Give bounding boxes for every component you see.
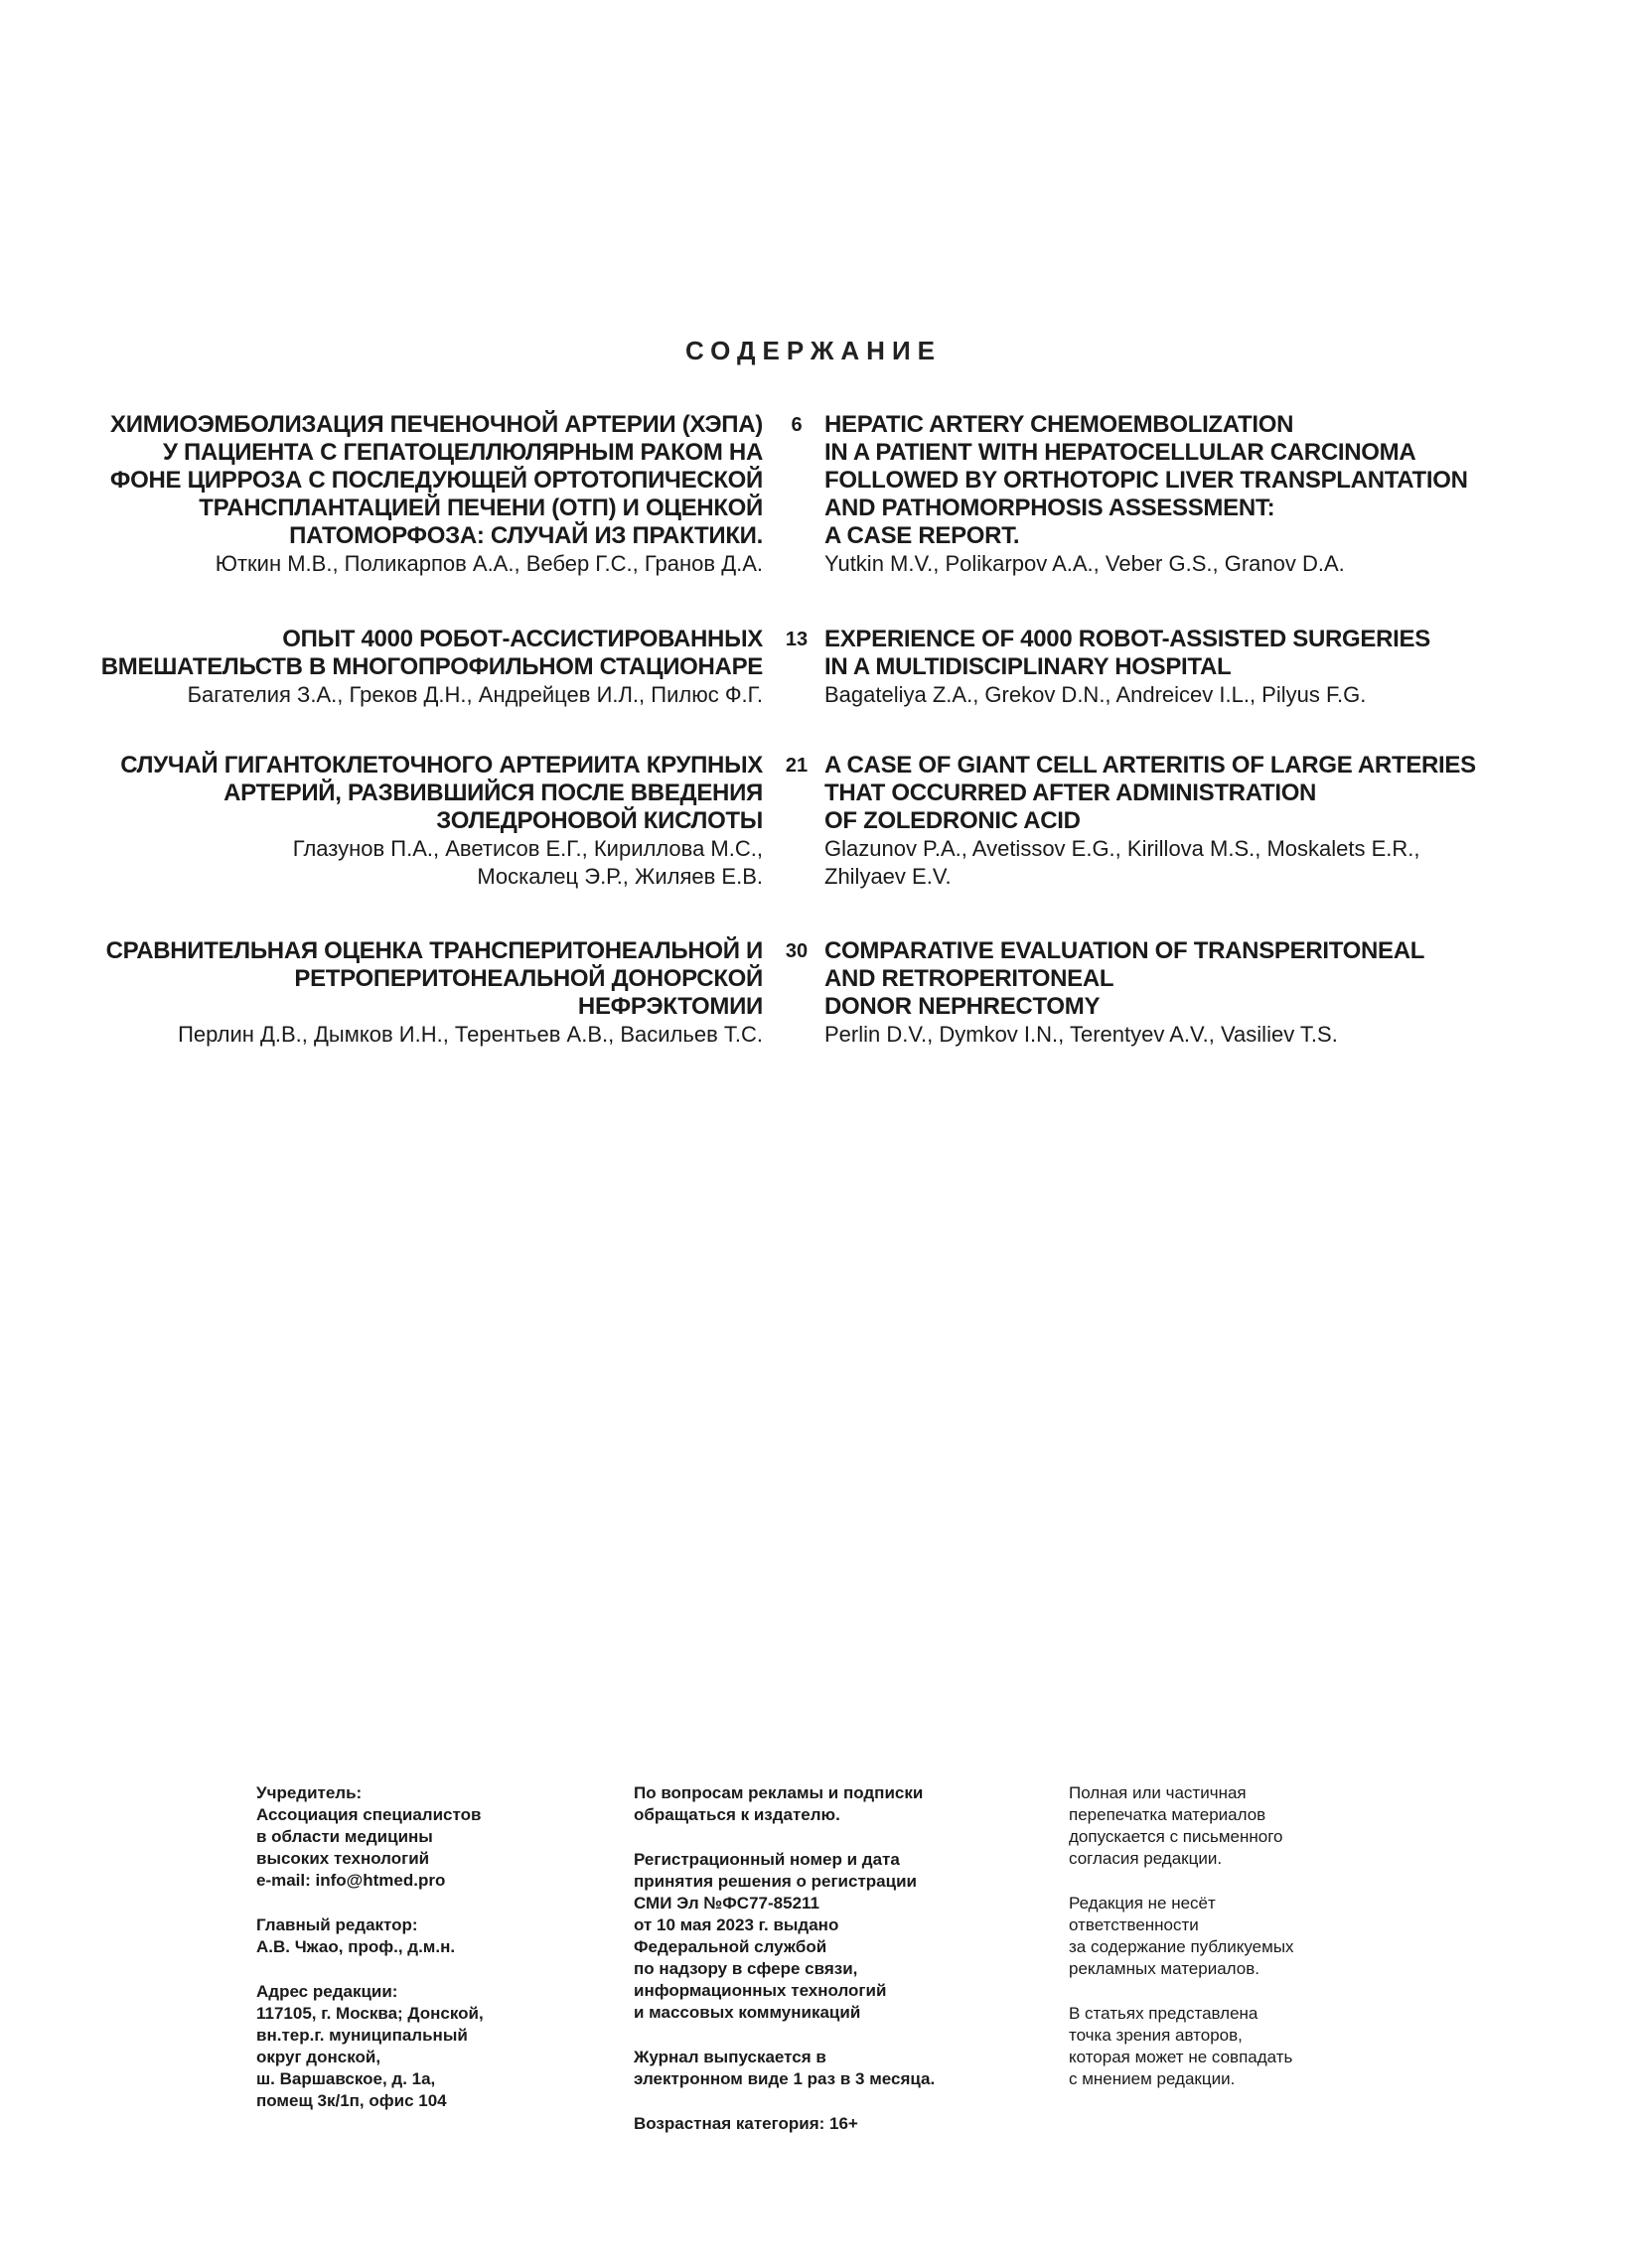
ru-title: ОПЫТ 4000 РОБОТ-АССИСТИРОВАННЫХ ВМЕШАТЕЛЬСТВ В МНОГОПРОФИЛЬНОМ СТАЦИОНАРЕ (100, 626, 763, 680)
en-authors: Bagateliya Z.A., Grekov D.N., Andreicev I.L., Pilyus F.G. (824, 682, 1367, 707)
page-number: 6 (791, 414, 803, 436)
en-authors: Perlin D.V., Dymkov I.N., Terentyev A.V., Vasiliev T.S. (824, 1022, 1338, 1047)
ru-column (68, 937, 763, 1049)
founder-info: Учредитель: Ассоциация специалистов в области медицины высоких технологий e-mail: info@htmed.pro (256, 1783, 482, 1890)
en-title: HEPATIC ARTERY CHEMOEMBOLIZATION IN A PATIENT WITH HEPATOCELLULAR CARCINOMA FOLLOWED BY ORTHOTOPIC LIVER TRANSPLANTATION AND PATHOMORPHOSIS ASSESSMENT: A CASE REPORT. (824, 411, 1468, 549)
age-category: Возрастная категория: 16+ (634, 2114, 858, 2133)
footer-column-disclaimer (1069, 1782, 1387, 2113)
ru-authors: Юткин М.В., Поликарпов А.А., Вебер Г.С., Гранов Д.А. (215, 551, 763, 576)
ru-title: ХИМИОЭМБОЛИЗАЦИЯ ПЕЧЕНОЧНОЙ АРТЕРИИ (ХЭПА) У ПАЦИЕНТА С ГЕПАТОЦЕЛЛЮЛЯРНЫМ РАКОМ НА ФОНЕ ЦИРРОЗА С ПОСЛЕДУЮЩЕЙ ОРТОТОПИЧЕСКОЙ ТРАНСПЛАНТАЦИЕЙ ПЕЧЕНИ (ОТП) И ОЦЕНКОЙ ПАТОМОРФОЗА: СЛУЧАЙ ИЗ ПРАКТИКИ. (109, 411, 763, 549)
ads-info: По вопросам рекламы и подписки обращаться к издателю. (634, 1783, 924, 1824)
en-title: A CASE OF GIANT CELL ARTERITIS OF LARGE ARTERIES THAT OCCURRED AFTER ADMINISTRATION OF ZOLEDRONIC ACID (824, 752, 1476, 834)
ru-title: СЛУЧАЙ ГИГАНТОКЛЕТОЧНОГО АРТЕРИИТА КРУПНЫХ АРТЕРИЙ, РАЗВИВШИЙСЯ ПОСЛЕ ВВЕДЕНИЯ ЗОЛЕДРОНОВОЙ КИСЛОТЫ (120, 752, 763, 834)
en-title: EXPERIENCE OF 4000 ROBOT-ASSISTED SURGERIES IN A MULTIDISCIPLINARY HOSPITAL (824, 626, 1430, 680)
ru-authors: Глазунов П.А., Аветисов Е.Г., Кириллова М.С., Москалец Э.Р., Жиляев Е.В. (292, 836, 763, 889)
ru-title: СРАВНИТЕЛЬНАЯ ОЦЕНКА ТРАНСПЕРИТОНЕАЛЬНОЙ И РЕТРОПЕРИТОНЕАЛЬНОЙ ДОНОРСКОЙ НЕФРЭКТОМИИ (105, 937, 763, 1020)
address-info: Адрес редакции: 117105, г. Москва; Донской, вн.тер.г. муниципальный округ донской, ш. Варшавское, д. 1а, помещ 3к/1п, офис 104 (256, 1982, 484, 2110)
page-number: 13 (785, 629, 809, 650)
en-column (824, 411, 1520, 578)
en-column (824, 626, 1520, 709)
contents-heading: СОДЕРЖАНИЕ (685, 336, 942, 365)
reprint-notice: Полная или частичная перепечатка материалов допускается с письменного согласия редакции. (1069, 1783, 1283, 1868)
ru-authors: Перлин Д.В., Дымков И.Н., Терентьев А.В., Васильев Т.С. (178, 1022, 763, 1047)
ru-authors: Багателия З.А., Греков Д.Н., Андрейцев И.Л., Пилюс Ф.Г. (187, 682, 763, 707)
en-column (824, 937, 1520, 1049)
opinion-notice: В статьях представлена точка зрения авторов, которая может не совпадать с мнением редакции. (1069, 2004, 1293, 2088)
registration-info: Регистрационный номер и дата принятия решения о регистрации СМИ Эл №ФС77-85211 от 10 мая 2023 г. выдано Федеральной службой по надзору в сфере связи, информационных технологий и массовых коммуникаций (634, 1850, 917, 2022)
en-authors: Glazunov P.A., Avetissov E.G., Kirillova M.S., Moskalets E.R., Zhilyaev E.V. (824, 836, 1420, 889)
en-column (824, 752, 1520, 891)
en-title: COMPARATIVE EVALUATION OF TRANSPERITONEAL AND RETROPERITONEAL DONOR NEPHRECTOMY (824, 937, 1425, 1020)
page-number: 30 (785, 940, 809, 962)
responsibility-notice: Редакция не несёт ответственности за содержание публикуемых рекламных материалов. (1069, 1894, 1294, 1978)
footer-column-registration (634, 1782, 991, 2158)
ru-column (68, 626, 763, 709)
ru-column (68, 411, 763, 578)
page-number: 21 (785, 755, 809, 777)
editor-info: Главный редактор: А.В. Чжао, проф., д.м.н. (256, 1915, 456, 1956)
ru-column (68, 752, 763, 891)
en-authors: Yutkin M.V., Polikarpov A.A., Veber G.S., Granov D.A. (824, 551, 1345, 576)
frequency-info: Журнал выпускается в электронном виде 1 раз в 3 месяца. (634, 2048, 936, 2088)
footer-column-publisher (256, 1782, 584, 2135)
